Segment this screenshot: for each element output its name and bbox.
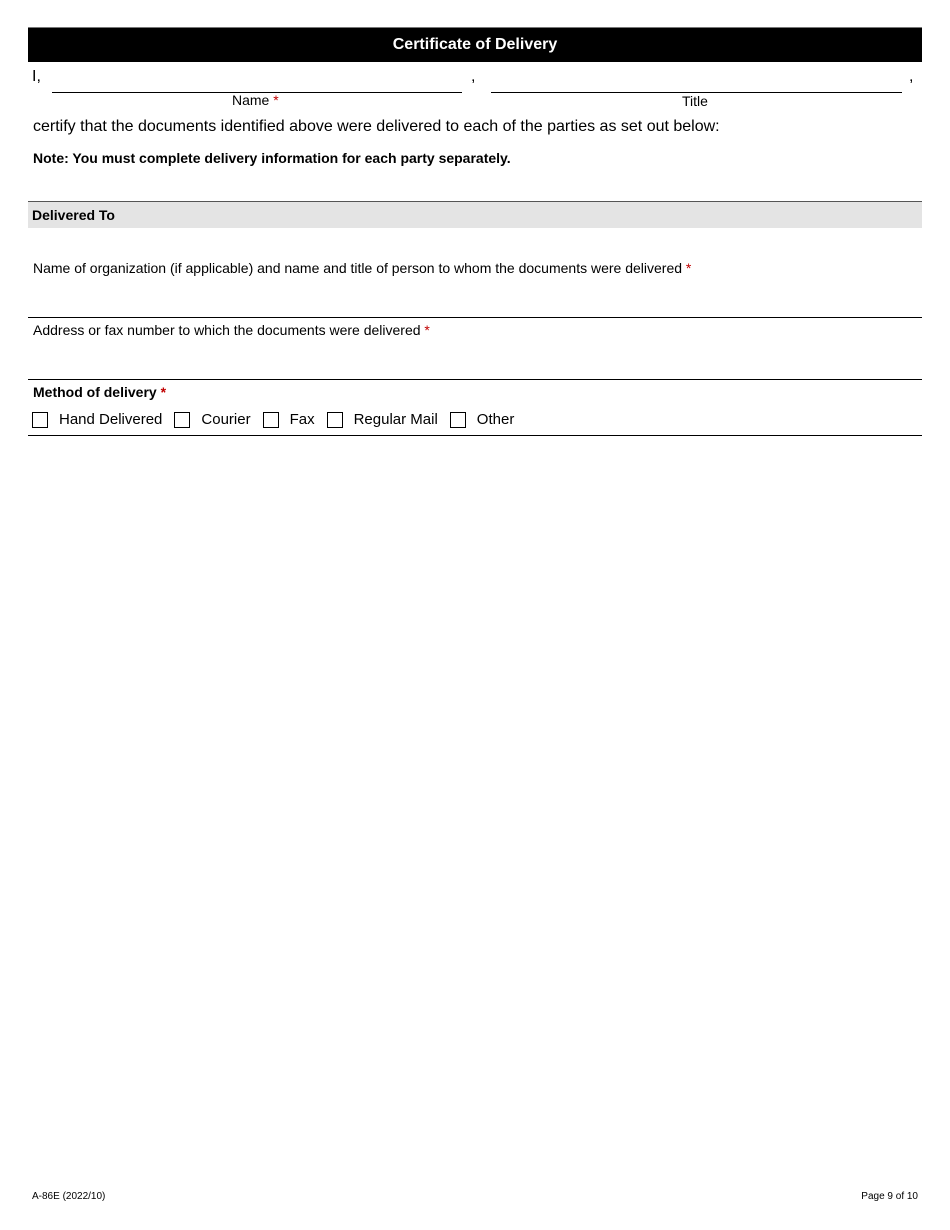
method-hand-delivered[interactable] <box>32 411 162 428</box>
certificate-title: Certificate of Delivery <box>28 27 922 62</box>
delivery-note: Note: You must complete delivery information for each party separately. <box>33 150 511 166</box>
address-input[interactable] <box>28 354 922 380</box>
page-number: Page 9 of 10 <box>861 1191 918 1202</box>
courier-checkbox[interactable] <box>174 412 190 428</box>
fax-label: Fax <box>289 411 315 428</box>
regular-mail-label: Regular Mail <box>353 411 438 428</box>
form-id: A-86E (2022/10) <box>32 1191 106 1202</box>
regular-mail-checkbox[interactable] <box>327 412 343 428</box>
organization-input[interactable] <box>28 292 922 318</box>
organization-label <box>33 260 691 276</box>
method-of-delivery-label <box>33 384 166 400</box>
section-divider <box>28 435 922 436</box>
name-caption-text: Name <box>232 92 270 108</box>
required-marker: * <box>160 384 167 400</box>
required-marker: * <box>424 322 430 338</box>
address-label-text: Address or fax number to which the documents were delivered <box>33 322 421 338</box>
certifier-title-input[interactable] <box>491 70 902 93</box>
delivered-to-header <box>28 201 922 228</box>
certify-statement: certify that the documents identified above were delivered to each of the parties as set out below: <box>33 118 720 135</box>
courier-label: Courier <box>201 411 251 428</box>
hand-delivered-checkbox[interactable] <box>32 412 48 428</box>
hand-delivered-label: Hand Delivered <box>59 411 163 428</box>
required-marker: * <box>685 260 692 276</box>
fax-checkbox[interactable] <box>263 412 279 428</box>
comma-separator: , <box>471 68 476 85</box>
certifier-name-input[interactable] <box>52 70 462 93</box>
other-checkbox[interactable] <box>450 412 466 428</box>
required-marker: * <box>273 92 279 108</box>
delivered-to-title: Delivered To <box>32 207 115 223</box>
address-label <box>33 322 430 338</box>
method-regular-mail[interactable] <box>327 411 438 428</box>
organization-label-text: Name of organization (if applicable) and name and title of person to whom the documents were delivered <box>33 260 683 276</box>
name-caption <box>232 92 279 108</box>
method-label-text: Method of delivery <box>33 384 157 400</box>
method-courier[interactable] <box>174 411 250 428</box>
certifier-prefix: I, <box>32 68 41 85</box>
other-label: Other <box>476 411 515 428</box>
title-caption: Title <box>682 93 708 109</box>
comma-separator: , <box>909 68 914 85</box>
method-fax[interactable] <box>263 411 315 428</box>
delivery-method-options <box>32 411 526 428</box>
method-other[interactable] <box>450 411 515 428</box>
